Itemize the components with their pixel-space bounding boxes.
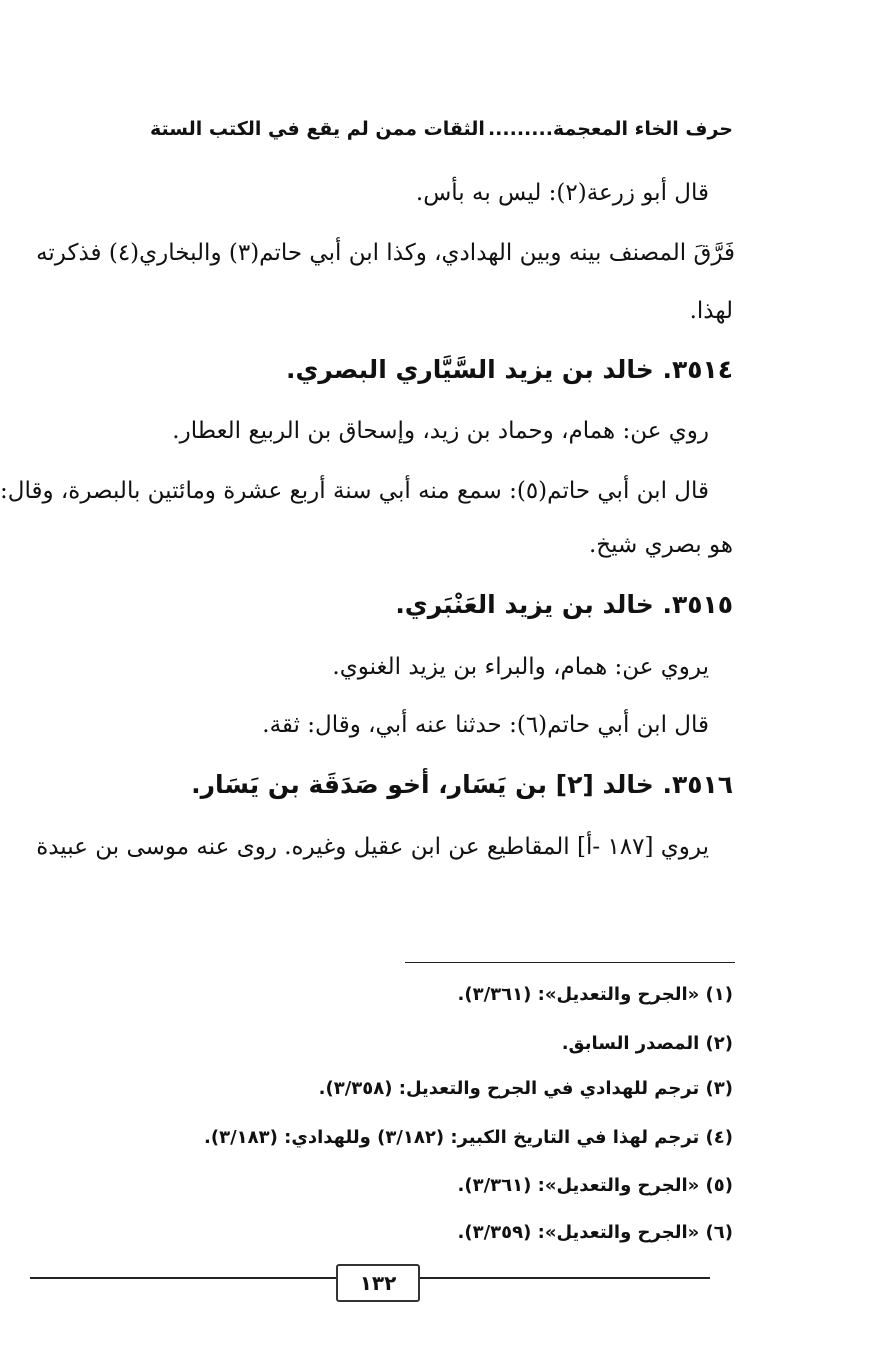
body-line: روي عن: همام، وحماد بن زيد، وإسحاق بن الربيع العطار. [172,418,709,444]
header-chapter: حرف الخاء المعجمة......... [487,118,733,140]
footnote-separator [405,962,735,963]
body-line: هو بصري شيخ. [588,532,733,558]
body-line: يروي عن: همام، والبراء بن يزيد الغنوي. [332,654,709,680]
footnote: (١) «الجرح والتعديل»: (٣/٣٦١). [457,984,733,1005]
entry-title: ٣٥١٥. خالد بن يزيد العَنْبَري. [395,590,733,619]
footnote: (٢) المصدر السابق. [561,1033,733,1054]
entry-title: ٣٥١٦. خالد [٢] بن يَسَار، أخو صَدَقَة بن يَسَار. [191,770,733,799]
footnote: (٥) «الجرح والتعديل»: (٣/٣٦١). [457,1175,733,1196]
body-line: فَرَّقَ المصنف بينه وبين الهدادي، وكذا ابن أبي حاتم(٣) والبخاري(٤) فذكرته [36,240,735,266]
body-line: يروي [١٨٧ -أ] المقاطيع عن ابن عقيل وغيره. روى عنه موسى بن عبيدة [36,834,709,860]
body-line: قال أبو زرعة(٢): ليس به بأس. [415,180,709,206]
entry-title: ٣٥١٤. خالد بن يزيد السَّيَّاري البصري. [286,355,733,384]
body-line: قال ابن أبي حاتم(٥): سمع منه أبي سنة أربع عشرة ومائتين بالبصرة، وقال: [0,478,709,504]
body-line: لهذا. [689,298,733,324]
footnote: (٤) ترجم لهذا في التاريخ الكبير: (٣/١٨٢) وللهدادي: (٣/١٨٣). [204,1127,733,1148]
page-number: ١٣٢ [336,1264,420,1302]
footnote: (٣) ترجم للهدادي في الجرح والتعديل: (٣/٣٥٨). [318,1078,733,1099]
header-book-title: الثقات ممن لم يقع في الكتب الستة [150,118,485,140]
running-header [150,118,733,140]
footnote: (٦) «الجرح والتعديل»: (٣/٣٥٩). [457,1222,733,1243]
body-line: قال ابن أبي حاتم(٦): حدثنا عنه أبي، وقال: ثقة. [262,712,709,738]
